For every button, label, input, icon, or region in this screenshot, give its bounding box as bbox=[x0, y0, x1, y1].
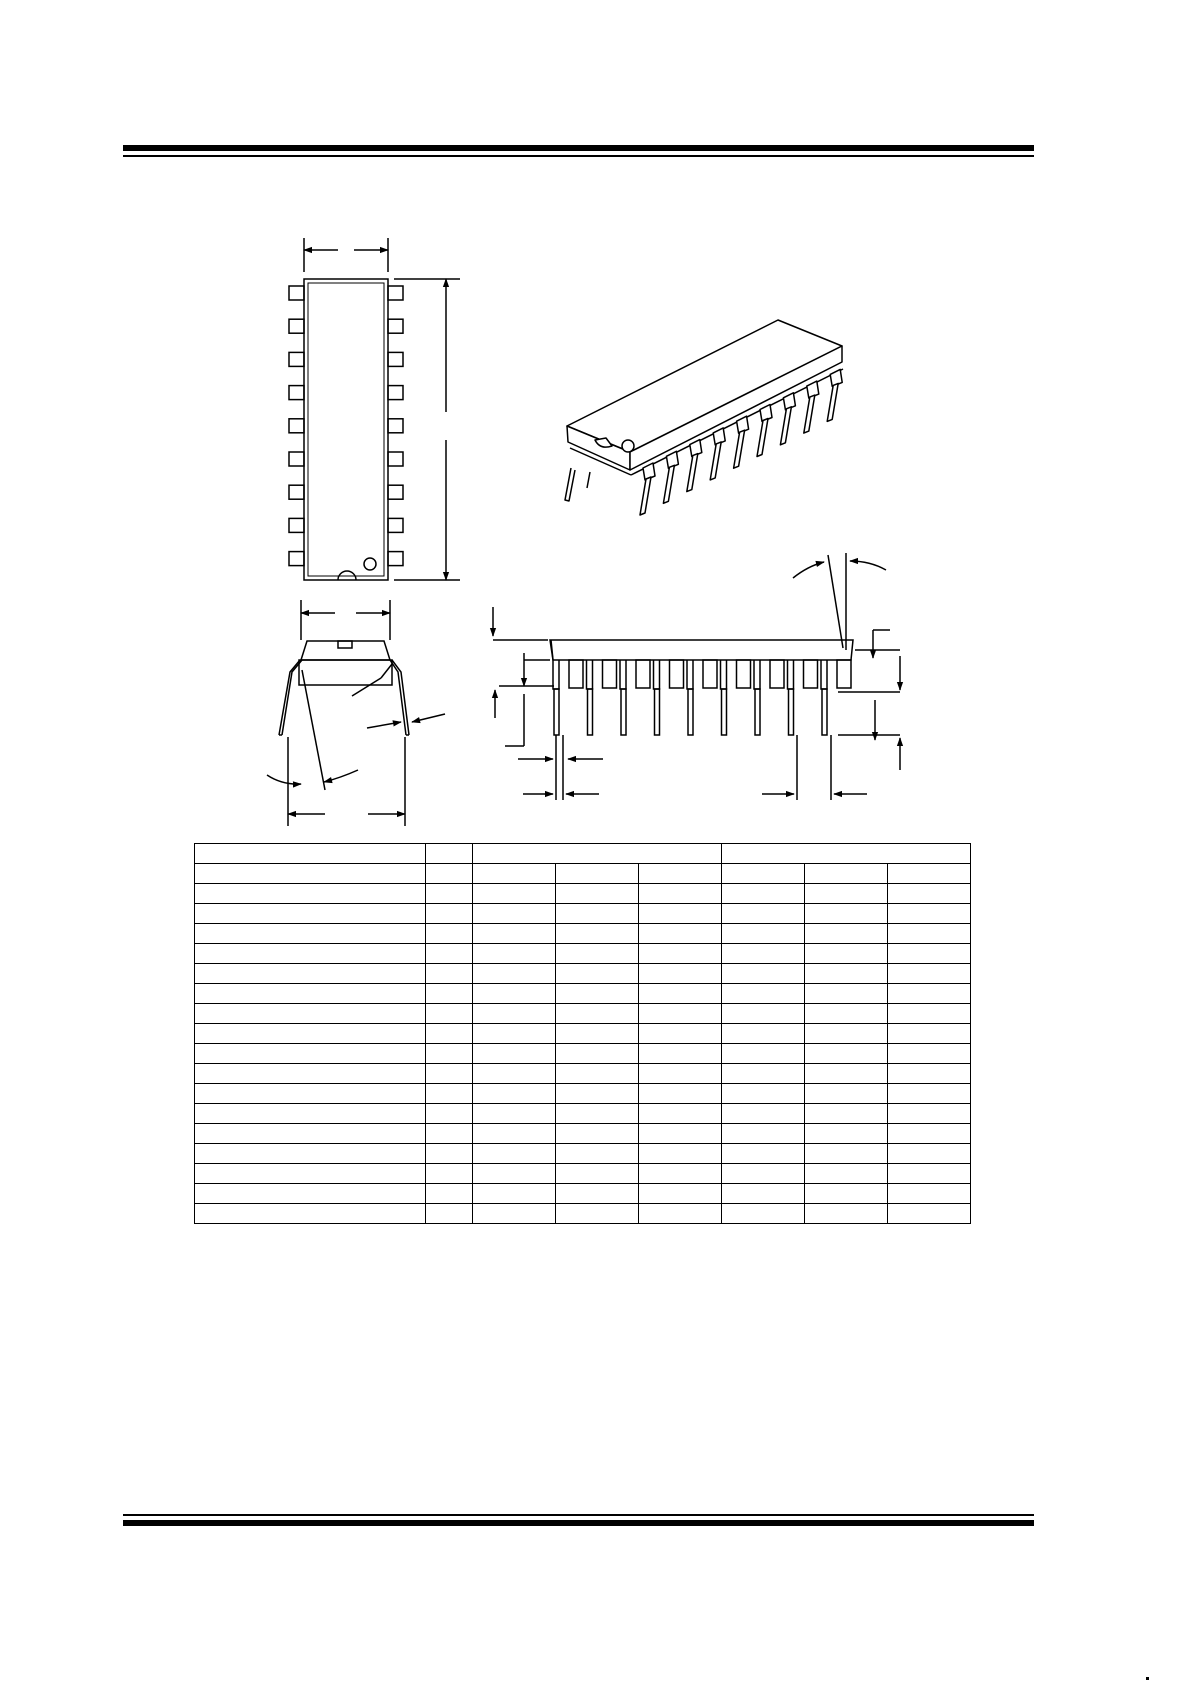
table-cell bbox=[639, 1204, 722, 1224]
table-cell bbox=[722, 1084, 805, 1104]
table-cell bbox=[556, 924, 639, 944]
table-cell bbox=[195, 1044, 426, 1064]
table-cell bbox=[556, 1104, 639, 1124]
table-cell bbox=[888, 1044, 971, 1064]
table-cell bbox=[473, 984, 556, 1004]
table-row bbox=[195, 864, 971, 884]
table-cell bbox=[426, 1084, 473, 1104]
side-pin-lead bbox=[621, 689, 626, 735]
footer-rule-thick bbox=[123, 1520, 1034, 1526]
table-cell bbox=[888, 1204, 971, 1224]
pin-right bbox=[388, 286, 403, 300]
table-row bbox=[195, 1144, 971, 1164]
table-cell bbox=[426, 864, 473, 884]
table-cell bbox=[556, 1184, 639, 1204]
table-cell bbox=[473, 1044, 556, 1064]
table-cell bbox=[556, 964, 639, 984]
side-pin-shoulder bbox=[821, 660, 827, 689]
table-cell bbox=[639, 924, 722, 944]
pin-left bbox=[289, 352, 304, 366]
persp-pin-lead bbox=[757, 419, 768, 457]
table-cell bbox=[556, 1164, 639, 1184]
table-row bbox=[195, 924, 971, 944]
table-cell bbox=[426, 844, 473, 864]
table-row bbox=[195, 1044, 971, 1064]
dimensions-table bbox=[194, 843, 971, 1224]
table-cell bbox=[473, 844, 722, 864]
footer-mark bbox=[1146, 1677, 1149, 1680]
side-pin-shoulder bbox=[721, 660, 727, 689]
table-cell bbox=[639, 984, 722, 1004]
persp-pin-lead bbox=[663, 465, 674, 503]
pin-right bbox=[388, 518, 403, 532]
table-cell bbox=[722, 1144, 805, 1164]
pin1-dot bbox=[364, 558, 376, 570]
side-pin-gap bbox=[703, 660, 717, 688]
pin-right bbox=[388, 552, 403, 566]
table-cell bbox=[473, 904, 556, 924]
table-cell bbox=[805, 1204, 888, 1224]
table-row bbox=[195, 844, 971, 864]
persp-pin-lead bbox=[780, 407, 791, 445]
persp-pin-lead bbox=[804, 395, 815, 433]
table-cell bbox=[473, 884, 556, 904]
table-cell bbox=[639, 1004, 722, 1024]
table-cell bbox=[426, 924, 473, 944]
end-view bbox=[267, 600, 445, 826]
table-cell bbox=[639, 1024, 722, 1044]
table-cell bbox=[805, 1084, 888, 1104]
table-cell bbox=[473, 1144, 556, 1164]
table-cell bbox=[639, 1044, 722, 1064]
table-cell bbox=[426, 984, 473, 1004]
table-cell bbox=[195, 1124, 426, 1144]
table-cell bbox=[426, 944, 473, 964]
side-pin-shoulder bbox=[754, 660, 760, 689]
table-cell bbox=[473, 1024, 556, 1044]
table-row bbox=[195, 1104, 971, 1124]
table-cell bbox=[888, 1184, 971, 1204]
table-cell bbox=[639, 964, 722, 984]
side-pin-gap bbox=[670, 660, 684, 688]
table-cell bbox=[805, 1164, 888, 1184]
table-cell bbox=[473, 1104, 556, 1124]
table-cell bbox=[195, 1184, 426, 1204]
table-cell bbox=[195, 944, 426, 964]
table-cell bbox=[639, 904, 722, 924]
table-cell bbox=[888, 904, 971, 924]
table-cell bbox=[195, 1164, 426, 1184]
table-cell bbox=[639, 1124, 722, 1144]
pin-right bbox=[388, 485, 403, 499]
side-view-body-lower bbox=[550, 640, 853, 660]
table-cell bbox=[722, 1124, 805, 1144]
end-view-lower-body bbox=[299, 660, 392, 685]
table-cell bbox=[556, 944, 639, 964]
table-cell bbox=[639, 1104, 722, 1124]
table-cell bbox=[639, 864, 722, 884]
table-cell bbox=[195, 844, 426, 864]
persp-pin-lead bbox=[687, 454, 698, 492]
side-pin-gap bbox=[603, 660, 617, 688]
side-pin-lead bbox=[688, 689, 693, 735]
table-cell bbox=[805, 1184, 888, 1204]
table-cell bbox=[195, 1064, 426, 1084]
table-cell bbox=[556, 1004, 639, 1024]
perspective-view bbox=[565, 320, 843, 515]
table-cell bbox=[195, 964, 426, 984]
table-cell bbox=[426, 1184, 473, 1204]
table-row bbox=[195, 1184, 971, 1204]
table-cell bbox=[473, 1164, 556, 1184]
table-cell bbox=[722, 864, 805, 884]
table-cell bbox=[805, 1024, 888, 1044]
table-cell bbox=[805, 944, 888, 964]
table-row bbox=[195, 1064, 971, 1084]
table-cell bbox=[888, 1164, 971, 1184]
table-cell bbox=[722, 1104, 805, 1124]
table-cell bbox=[805, 1144, 888, 1164]
table-cell bbox=[426, 1104, 473, 1124]
table-cell bbox=[473, 944, 556, 964]
table-cell bbox=[639, 1144, 722, 1164]
table-cell bbox=[639, 1164, 722, 1184]
table-cell bbox=[195, 1024, 426, 1044]
table-cell bbox=[473, 1004, 556, 1024]
table-cell bbox=[722, 1204, 805, 1224]
side-pin-shoulder bbox=[553, 660, 559, 689]
table-cell bbox=[722, 984, 805, 1004]
side-pin-gap bbox=[636, 660, 650, 688]
table-cell bbox=[195, 904, 426, 924]
side-pin-gap bbox=[737, 660, 751, 688]
persp-pin-lead bbox=[734, 430, 745, 468]
table-cell bbox=[556, 884, 639, 904]
table-row bbox=[195, 1164, 971, 1184]
top-view-body bbox=[304, 279, 388, 580]
table-cell bbox=[195, 1084, 426, 1104]
pin-left bbox=[289, 518, 304, 532]
table-cell bbox=[888, 924, 971, 944]
side-pin-lead bbox=[822, 689, 827, 735]
table-cell bbox=[888, 964, 971, 984]
table-cell bbox=[426, 904, 473, 924]
side-pin-lead bbox=[554, 689, 559, 735]
table-cell bbox=[426, 1064, 473, 1084]
pin-right bbox=[388, 419, 403, 433]
table-cell bbox=[722, 1064, 805, 1084]
table-cell bbox=[473, 1084, 556, 1104]
side-view bbox=[493, 553, 900, 800]
table-row bbox=[195, 1204, 971, 1224]
table-cell bbox=[722, 924, 805, 944]
pin-left bbox=[289, 452, 304, 466]
table-cell bbox=[473, 1184, 556, 1204]
footer-rule-thin bbox=[123, 1514, 1034, 1516]
table-row bbox=[195, 904, 971, 924]
table-cell bbox=[805, 1004, 888, 1024]
table-cell bbox=[556, 984, 639, 1004]
table-row bbox=[195, 984, 971, 1004]
table-row bbox=[195, 944, 971, 964]
table-cell bbox=[888, 1024, 971, 1044]
table-cell bbox=[195, 1004, 426, 1024]
table-cell bbox=[195, 864, 426, 884]
table-cell bbox=[556, 1024, 639, 1044]
table-row bbox=[195, 884, 971, 904]
table-cell bbox=[426, 1024, 473, 1044]
table-row bbox=[195, 964, 971, 984]
table-cell bbox=[556, 1044, 639, 1064]
side-pin-gap bbox=[569, 660, 583, 688]
pin-right bbox=[388, 386, 403, 400]
persp-pin-lead bbox=[710, 442, 721, 480]
table-cell bbox=[556, 1124, 639, 1144]
pin1-dot-3d bbox=[622, 440, 634, 452]
top-view-pins bbox=[289, 286, 403, 566]
side-pin-lead bbox=[755, 689, 760, 735]
side-pin-shoulder bbox=[654, 660, 660, 689]
table-cell bbox=[722, 1044, 805, 1064]
table-cell bbox=[195, 1104, 426, 1124]
side-pin-lead bbox=[722, 689, 727, 735]
pin-right bbox=[388, 352, 403, 366]
side-pin-shoulder bbox=[620, 660, 626, 689]
table-cell bbox=[473, 1064, 556, 1084]
table-cell bbox=[195, 924, 426, 944]
table-cell bbox=[556, 1064, 639, 1084]
table-cell bbox=[556, 1084, 639, 1104]
table-cell bbox=[805, 904, 888, 924]
table-cell bbox=[195, 984, 426, 1004]
side-pin-gap bbox=[804, 660, 818, 688]
table-cell bbox=[722, 904, 805, 924]
side-pin-lead bbox=[588, 689, 593, 735]
pin-left bbox=[289, 386, 304, 400]
table-cell bbox=[473, 1204, 556, 1224]
top-view-inner-outline bbox=[308, 283, 384, 576]
table-cell bbox=[888, 1104, 971, 1124]
table-row bbox=[195, 1084, 971, 1104]
table-cell bbox=[639, 1084, 722, 1104]
table-cell bbox=[888, 864, 971, 884]
side-pin-shoulder bbox=[587, 660, 593, 689]
table-cell bbox=[426, 1004, 473, 1024]
table-cell bbox=[473, 924, 556, 944]
table-cell bbox=[888, 1144, 971, 1164]
table-cell bbox=[722, 944, 805, 964]
pin-right bbox=[388, 452, 403, 466]
pin-right bbox=[388, 319, 403, 333]
table-cell bbox=[805, 1104, 888, 1124]
table-cell bbox=[556, 1144, 639, 1164]
table-cell bbox=[722, 844, 971, 864]
table-cell bbox=[473, 964, 556, 984]
table-cell bbox=[805, 1064, 888, 1084]
table-cell bbox=[639, 1184, 722, 1204]
top-view bbox=[289, 238, 460, 580]
table-cell bbox=[722, 1004, 805, 1024]
table-cell bbox=[888, 1004, 971, 1024]
table-cell bbox=[805, 864, 888, 884]
table-cell bbox=[556, 864, 639, 884]
table-cell bbox=[195, 1144, 426, 1164]
table-cell bbox=[426, 1204, 473, 1224]
table-cell bbox=[556, 1204, 639, 1224]
pin-left bbox=[289, 485, 304, 499]
table-cell bbox=[805, 984, 888, 1004]
table-cell bbox=[639, 884, 722, 904]
table-cell bbox=[426, 884, 473, 904]
table-cell bbox=[426, 1044, 473, 1064]
side-pin-shoulder bbox=[788, 660, 794, 689]
table-cell bbox=[722, 1024, 805, 1044]
table-cell bbox=[805, 924, 888, 944]
side-pin-shoulder bbox=[687, 660, 693, 689]
end-view-top-body bbox=[301, 641, 390, 660]
pin-left bbox=[289, 552, 304, 566]
side-view-pins bbox=[553, 660, 851, 735]
table-cell bbox=[426, 1164, 473, 1184]
table-cell bbox=[888, 984, 971, 1004]
table-cell bbox=[888, 1084, 971, 1104]
package-outline-drawing bbox=[0, 0, 1192, 840]
table-row bbox=[195, 1024, 971, 1044]
table-cell bbox=[639, 1064, 722, 1084]
table-cell bbox=[556, 904, 639, 924]
table-row bbox=[195, 1004, 971, 1024]
table-cell bbox=[722, 1184, 805, 1204]
table-cell bbox=[722, 884, 805, 904]
table-cell bbox=[473, 1124, 556, 1144]
table-cell bbox=[195, 1204, 426, 1224]
table-cell bbox=[805, 1124, 888, 1144]
table-cell bbox=[722, 964, 805, 984]
side-pin-gap bbox=[770, 660, 784, 688]
table-cell bbox=[888, 1124, 971, 1144]
pin-left bbox=[289, 319, 304, 333]
table-row bbox=[195, 1124, 971, 1144]
table-cell bbox=[639, 944, 722, 964]
side-pin-lead bbox=[655, 689, 660, 735]
pin-left bbox=[289, 419, 304, 433]
table-cell bbox=[888, 1064, 971, 1084]
table-cell bbox=[722, 1164, 805, 1184]
table-cell bbox=[805, 884, 888, 904]
table-cell bbox=[426, 1144, 473, 1164]
table-cell bbox=[888, 944, 971, 964]
table-cell bbox=[805, 1044, 888, 1064]
side-pin-lead bbox=[789, 689, 794, 735]
side-pin-gap bbox=[837, 660, 851, 688]
table-cell bbox=[888, 884, 971, 904]
table-cell bbox=[195, 884, 426, 904]
table-cell bbox=[426, 1124, 473, 1144]
table-cell bbox=[805, 964, 888, 984]
table-cell bbox=[426, 964, 473, 984]
persp-pin-lead bbox=[640, 477, 651, 515]
persp-pin-lead bbox=[827, 383, 838, 421]
pin-left bbox=[289, 286, 304, 300]
table-cell bbox=[473, 864, 556, 884]
